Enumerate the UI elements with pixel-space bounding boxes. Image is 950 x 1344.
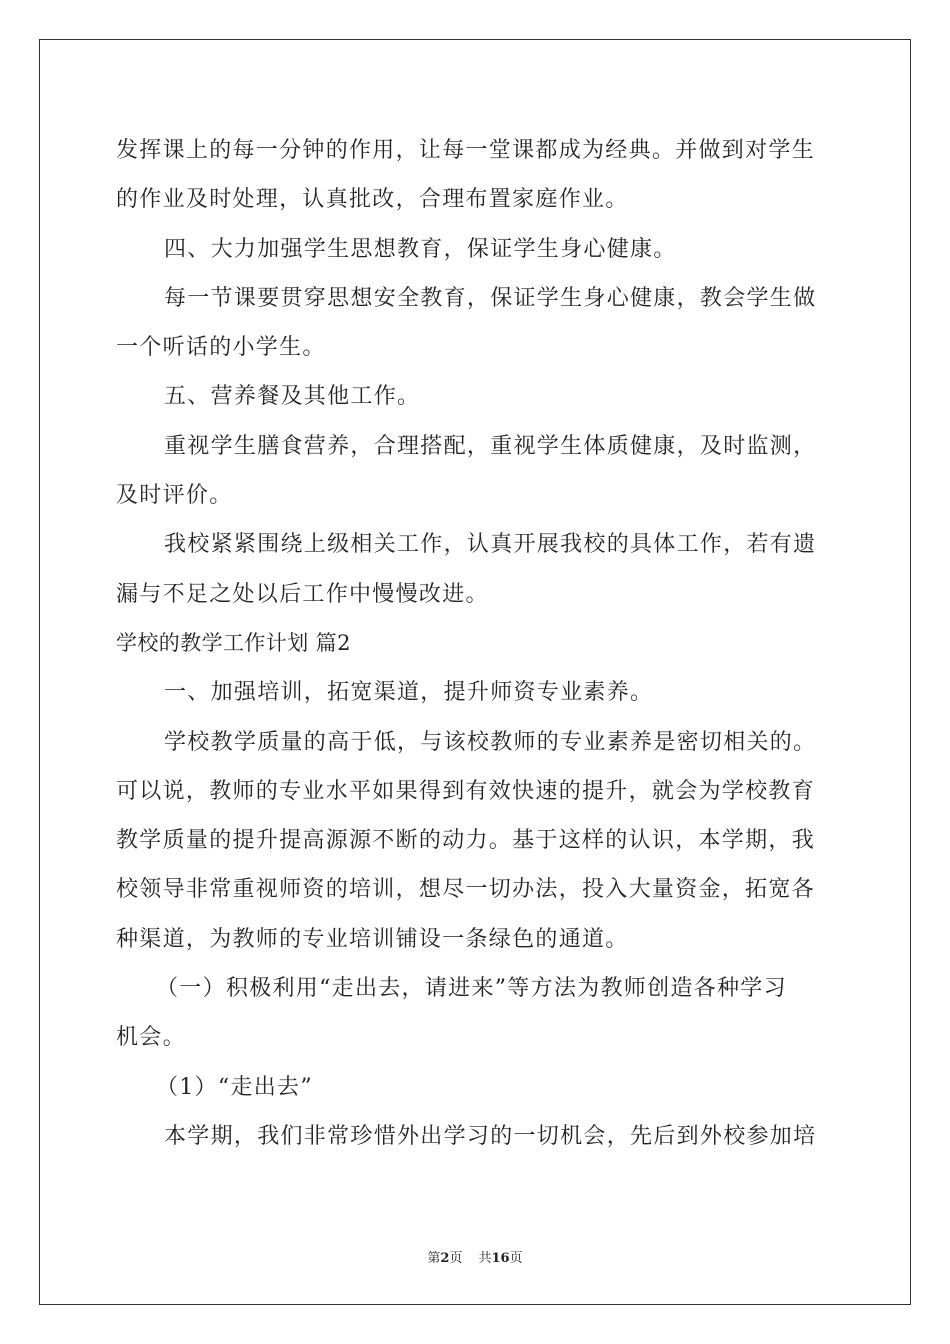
paragraph-line: 及时评价。 [116, 483, 233, 509]
total-suffix: 页 [509, 1251, 523, 1266]
paragraph-line: 本学期，我们非常珍惜外出学习的一切机会，先后到外校参加培 [164, 1123, 817, 1149]
paragraph-line: 机会。 [116, 1025, 186, 1051]
total-pages: 16 [491, 1251, 510, 1266]
page-suffix: 页 [449, 1251, 463, 1266]
document-body [116, 126, 836, 1161]
paragraph-line: 校领导非常重视师资的培训，想尽一切办法，投入大量资金，拓宽各 [116, 877, 816, 903]
section-heading: 一、加强培训，拓宽渠道，提升师资专业素养。 [164, 680, 654, 706]
paragraph-line: 种渠道，为教师的专业培训铺设一条绿色的通道。 [116, 926, 629, 952]
article-title: 学校的教学工作计划 篇2 [116, 630, 351, 655]
section-heading: 五、营养餐及其他工作。 [164, 384, 421, 410]
paragraph-line: 可以说，教师的专业水平如果得到有效快速的提升，就会为学校教育 [116, 778, 816, 804]
page-footer [0, 1247, 950, 1266]
paragraph-line: 一个听话的小学生。 [116, 335, 326, 361]
paragraph-line: 的作业及时处理，认真批改，合理布置家庭作业。 [116, 187, 629, 213]
subsection-heading: （1）“走出去” [156, 1074, 313, 1100]
paragraph-line: 教学质量的提升提高源源不断的动力。基于这样的认识，本学期，我 [116, 828, 816, 854]
paragraph-line: 重视学生膳食营养，合理搭配，重视学生体质健康，及时监测， [164, 433, 817, 459]
paragraph-line: 学校教学质量的高于低，与该校教师的专业素养是密切相关的。 [164, 729, 817, 755]
page-prefix: 第 [427, 1251, 441, 1266]
paragraph-line: 我校紧紧围绕上级相关工作，认真开展我校的具体工作，若有遗 [164, 532, 817, 558]
page-number: 2 [440, 1251, 450, 1266]
paragraph-line: 漏与不足之处以后工作中慢慢改进。 [116, 581, 489, 607]
total-prefix: 共 [478, 1251, 492, 1266]
paragraph-line: 发挥课上的每一分钟的作用，让每一堂课都成为经典。并做到对学生 [116, 138, 816, 163]
section-heading: 四、大力加强学生思想教育，保证学生身心健康。 [164, 236, 677, 262]
paragraph-line: 每一节课要贯穿思想安全教育，保证学生身心健康，教会学生做 [164, 285, 817, 311]
subsection-heading: （一）积极利用“走出去，请进来”等方法为教师创造各种学习 [156, 976, 787, 1002]
